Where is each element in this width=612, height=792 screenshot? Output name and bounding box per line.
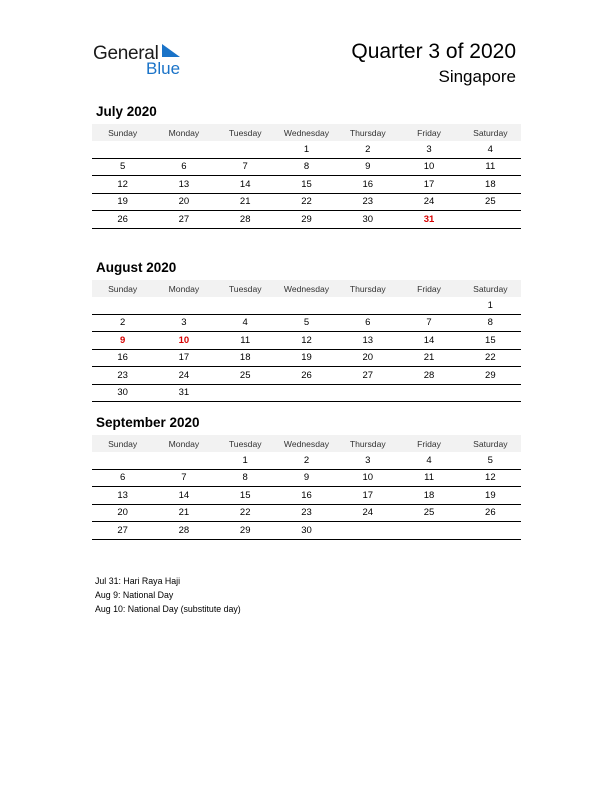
day-cell: 11 (424, 472, 434, 484)
weekday-label: Wednesday (283, 283, 330, 294)
weekday-header (92, 280, 521, 297)
day-cell: 22 (301, 196, 312, 208)
day-cell: 23 (117, 369, 128, 381)
day-cell: 15 (485, 334, 496, 346)
day-cell: 15 (239, 489, 251, 501)
day-cell: 2 (303, 454, 310, 466)
day-cell: 28 (239, 213, 251, 225)
day-cell: 17 (178, 352, 190, 364)
day-cell: 6 (365, 317, 371, 329)
day-cell: 4 (426, 454, 432, 466)
day-cell: 26 (117, 213, 128, 225)
day-cell: 10 (178, 334, 190, 346)
day-cell: 5 (487, 454, 493, 466)
day-cell: 1 (303, 143, 310, 155)
weekday-label: Tuesday (228, 283, 262, 294)
day-cell: 13 (362, 334, 374, 346)
day-cell: 4 (242, 317, 248, 329)
day-cell: 30 (362, 213, 374, 225)
day-cell: 23 (362, 196, 374, 208)
month-july (92, 104, 521, 229)
day-cell: 8 (242, 472, 248, 484)
day-cell: 20 (117, 507, 128, 519)
day-cell: 14 (239, 178, 251, 190)
day-cell: 12 (301, 334, 312, 346)
weekday-label: Friday (417, 283, 441, 294)
weekday-label: Monday (168, 438, 200, 449)
day-cell: 29 (301, 213, 312, 225)
day-cell: 9 (119, 334, 126, 346)
day-cell: 31 (423, 213, 435, 225)
day-cell: 11 (240, 334, 251, 346)
month-september (92, 415, 521, 540)
day-cell: 19 (117, 196, 128, 208)
month-august (92, 260, 521, 402)
day-cell: 21 (423, 352, 435, 364)
weekday-label: Sunday (108, 127, 138, 138)
weekday-label: Thursday (349, 283, 386, 294)
day-cell: 29 (239, 524, 251, 536)
day-cell: 11 (485, 161, 496, 173)
weekday-label: Friday (417, 127, 441, 138)
day-cell: 14 (423, 334, 435, 346)
day-cell: 16 (362, 178, 374, 190)
week-row (92, 385, 521, 403)
weekday-header (92, 435, 521, 452)
day-cell: 6 (119, 472, 126, 484)
day-cell: 17 (362, 489, 374, 501)
holiday-note: Aug 9: National Day (95, 590, 174, 600)
weekday-label: Sunday (108, 438, 138, 449)
day-cell: 5 (303, 317, 310, 329)
weekday-label: Saturday (473, 283, 508, 294)
flag-icon (160, 43, 182, 59)
weekday-label: Saturday (473, 438, 508, 449)
day-cell: 30 (301, 524, 312, 536)
day-cell: 18 (239, 352, 251, 364)
day-cell: 27 (178, 213, 190, 225)
weekday-label: Wednesday (283, 127, 330, 138)
holiday-notes (95, 574, 241, 616)
week-row (92, 159, 521, 177)
week-row (92, 487, 521, 505)
day-cell: 3 (181, 317, 187, 329)
day-cell: 15 (301, 178, 312, 190)
day-cell: 28 (423, 369, 435, 381)
day-cell: 25 (239, 369, 251, 381)
week-row (92, 332, 521, 350)
day-cell: 1 (242, 454, 248, 466)
weekday-label: Tuesday (228, 127, 262, 138)
day-cell: 21 (178, 507, 190, 519)
day-cell: 19 (301, 352, 312, 364)
weekday-label: Saturday (473, 127, 508, 138)
day-cell: 22 (485, 352, 496, 364)
week-row (92, 522, 521, 540)
day-cell: 13 (117, 489, 128, 501)
weekday-label: Friday (417, 438, 441, 449)
day-cell: 12 (117, 178, 128, 190)
day-cell: 10 (423, 161, 435, 173)
day-cell: 18 (485, 178, 496, 190)
day-cell: 17 (423, 178, 435, 190)
day-cell: 7 (426, 317, 432, 329)
day-cell: 3 (365, 454, 371, 466)
day-cell: 6 (181, 161, 187, 173)
day-cell: 29 (485, 369, 496, 381)
day-cell: 2 (365, 143, 371, 155)
month-title: July 2020 (96, 104, 157, 119)
day-cell: 24 (362, 507, 374, 519)
day-cell: 31 (178, 387, 190, 399)
weekday-label: Monday (168, 283, 200, 294)
week-row (92, 470, 521, 488)
holiday-note: Aug 10: National Day (substitute day) (95, 604, 241, 614)
day-cell: 26 (485, 507, 496, 519)
day-cell: 19 (485, 489, 496, 501)
logo-blue-text: Blue (146, 59, 181, 78)
day-cell: 22 (239, 507, 251, 519)
day-cell: 3 (426, 143, 432, 155)
day-cell: 24 (178, 369, 190, 381)
weekday-label: Tuesday (228, 438, 262, 449)
country-name: Singapore (438, 67, 516, 86)
logo-general-text: General (93, 43, 159, 64)
day-cell: 25 (485, 196, 496, 208)
week-row (92, 194, 521, 212)
weekday-label: Thursday (349, 127, 386, 138)
day-cell: 28 (178, 524, 190, 536)
weekday-label: Sunday (108, 283, 138, 294)
day-cell: 7 (242, 161, 248, 173)
day-cell: 14 (178, 489, 190, 501)
week-row (92, 211, 521, 229)
day-cell: 8 (487, 317, 493, 329)
day-cell: 20 (362, 352, 374, 364)
weekday-header (92, 124, 521, 141)
day-cell: 12 (485, 472, 496, 484)
weekday-label: Thursday (349, 438, 386, 449)
weekday-label: Wednesday (283, 438, 330, 449)
day-cell: 27 (362, 369, 374, 381)
day-cell: 7 (181, 472, 187, 484)
day-cell: 30 (117, 387, 128, 399)
month-title: September 2020 (96, 415, 200, 430)
day-cell: 2 (119, 317, 126, 329)
day-cell: 10 (362, 472, 374, 484)
week-row (92, 297, 521, 315)
day-cell: 8 (303, 161, 310, 173)
logo (93, 40, 193, 80)
week-row (92, 315, 521, 333)
day-cell: 25 (423, 507, 435, 519)
day-cell: 9 (365, 161, 371, 173)
month-title: August 2020 (96, 260, 177, 275)
day-cell: 20 (178, 196, 190, 208)
day-cell: 27 (117, 524, 128, 536)
week-row (92, 367, 521, 385)
day-cell: 23 (301, 507, 312, 519)
week-row (92, 505, 521, 523)
weekday-label: Monday (168, 127, 200, 138)
day-cell: 5 (119, 161, 126, 173)
week-row (92, 141, 521, 159)
week-row (92, 452, 521, 470)
day-cell: 24 (423, 196, 435, 208)
day-cell: 26 (301, 369, 312, 381)
day-cell: 18 (423, 489, 435, 501)
week-row (92, 350, 521, 368)
week-row (92, 176, 521, 194)
day-cell: 16 (117, 352, 128, 364)
day-cell: 4 (487, 143, 493, 155)
page-title: Quarter 3 of 2020 (351, 40, 516, 63)
day-cell: 13 (178, 178, 190, 190)
holiday-note: Jul 31: Hari Raya Haji (95, 576, 181, 586)
day-cell: 16 (301, 489, 312, 501)
day-cell: 21 (239, 196, 251, 208)
day-cell: 1 (487, 299, 493, 311)
day-cell: 9 (303, 472, 310, 484)
